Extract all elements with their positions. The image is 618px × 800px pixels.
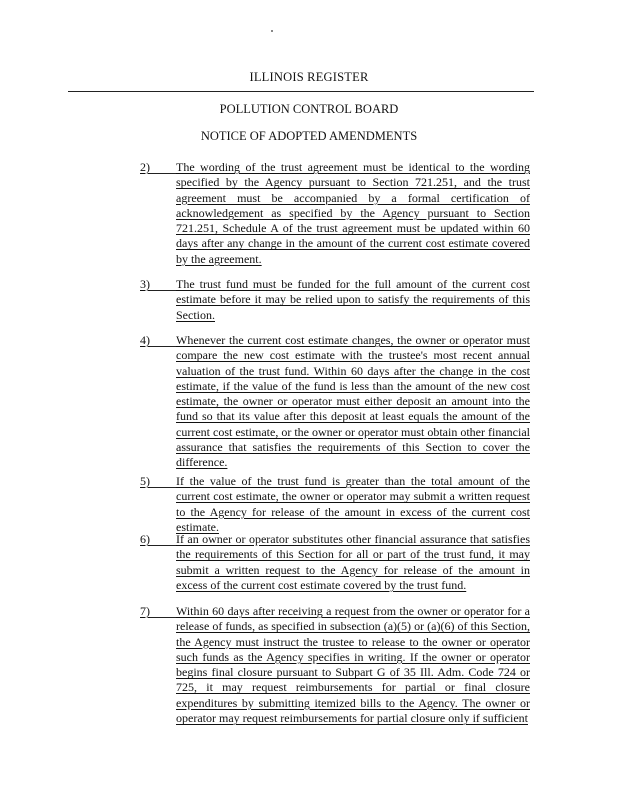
number-underline bbox=[150, 290, 176, 291]
item-text: If the value of the trust fund is greater than the total amount of the current cost estimate, the owner or operator may submit a written request to the Agency for release of the amount in excess of the current cost estimate. bbox=[176, 474, 530, 534]
number-underline bbox=[150, 346, 176, 347]
item-text: The wording of the trust agreement must be identical to the wording specified by the Agency pursuant to Section 721.251, and the trust agreement must be accompanied by a formal certification of acknowledgement as specified by the Agency pursuant to Section 721.251, Schedule A of the trust agreement must be updated within 60 days after any change in the amount of the current cost estimate covered by the agreement. bbox=[176, 160, 530, 266]
item-text: Within 60 days after receiving a request from the owner or operator for a release of funds, as specified in subsection (a)(5) or (a)(6) of this Section, the Agency must instruct the trustee to release to the owner or operator such funds as the Agency specifies in writing. If the owner or operator begins final closure pursuant to Subpart G of 35 Ill. Adm. Code 724 or 725, it may request reimbursements for partial or final closure expenditures by submitting itemized bills to the Agency. The owner or operator may request reimbursements for partial closure only if sufficient bbox=[176, 604, 530, 726]
register-header: ILLINOIS REGISTER bbox=[249, 70, 369, 84]
item-number: 6) bbox=[140, 532, 150, 546]
number-underline bbox=[150, 487, 176, 488]
header-rule bbox=[68, 91, 534, 92]
item-text: The trust fund must be funded for the full amount of the current cost estimate before it may be relied upon to satisfy the requirements of this Section. bbox=[176, 277, 530, 322]
item-text: If an owner or operator substitutes other financial assurance that satisfies the requirements of this Section for all or part of the trust fund, it may submit a written request to the Agency for release of the amount in excess of the current cost estimate covered by the trust fund. bbox=[176, 532, 530, 592]
number-underline bbox=[150, 545, 176, 546]
item-text: Whenever the current cost estimate changes, the owner or operator must compare the new cost estimate with the trustee's most recent annual valuation of the trust fund. Within 60 days after the change in the cost estimate, if the value of the fund is less than the amount of the new cost estimate, the owner or operator must either deposit an amount into the fund so that its value after this deposit at least equals the amount of the current cost estimate, or the owner or operator must obtain other financial assurance that satisfies the requirements of this Section to cover the difference. bbox=[176, 333, 530, 470]
item-number: 2) bbox=[140, 160, 150, 174]
item-number: 7) bbox=[140, 604, 150, 618]
board-title: POLLUTION CONTROL BOARD bbox=[219, 102, 399, 116]
number-underline bbox=[150, 173, 176, 174]
item-number: 3) bbox=[140, 277, 150, 291]
notice-title: NOTICE OF ADOPTED AMENDMENTS bbox=[200, 129, 418, 143]
item-number: 5) bbox=[140, 474, 150, 488]
item-number: 4) bbox=[140, 333, 150, 347]
number-underline bbox=[150, 617, 176, 618]
scan-speck bbox=[271, 30, 273, 32]
